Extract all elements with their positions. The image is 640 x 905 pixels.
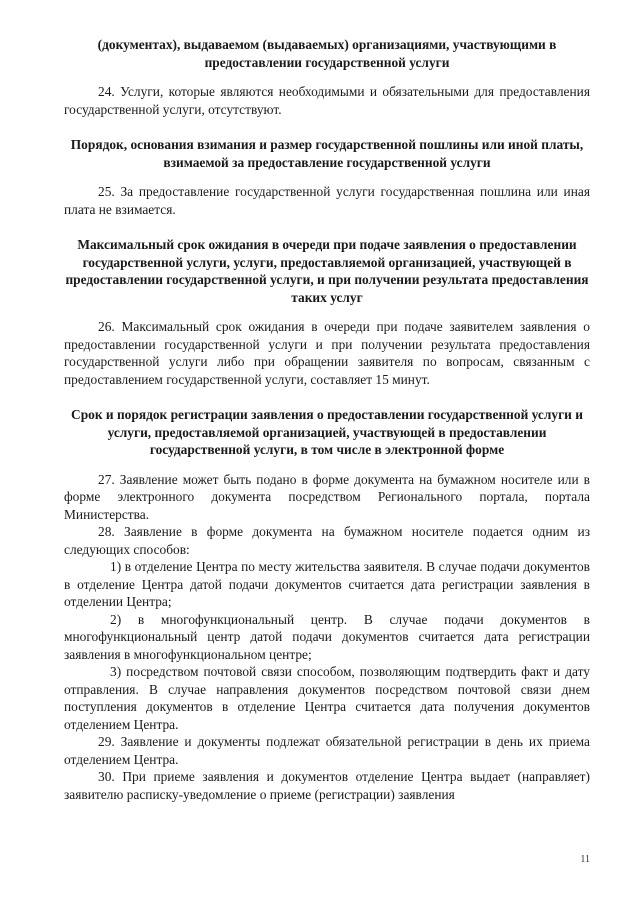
- paragraph-30: 30. При приеме заявления и документов отделение Центра выдает (направляет) заявителю расписку-уведомление о приеме (регистрации) заявления: [64, 769, 590, 802]
- section-heading-queue-time: Максимальный срок ожидания в очереди при подаче заявления о предоставлении государственной услуги, услуги, предоставляемой организацией, участвующей в предоставлении государственной услуги, и при получении результата предоставления таких услуг: [65, 237, 589, 305]
- section-heading-fee: Порядок, основания взимания и размер государственной пошлины или иной платы, взимаемой за предоставление государственной услуги: [70, 137, 584, 170]
- paragraph-27: 27. Заявление может быть подано в форме документа на бумажном носителе или в форме электронного документа посредством Регионального портала, портала Министерства.: [64, 471, 590, 522]
- paragraph-29: 29. Заявление и документы подлежат обязательной регистрации в день их приема отделением Центра.: [64, 734, 590, 767]
- paragraph-26: 26. Максимальный срок ожидания в очереди при подаче заявителем заявления о предоставлении государственной услуги и при получении результата предоставления государственной услуги либо при обращении заявителя по вопросам, связанным с предоставлением государственной услуги, составляет 15 минут.: [64, 319, 590, 387]
- section-heading-documents: (документах), выдаваемом (выдаваемых) организациями, участвующими в предоставлении государственной услуги: [97, 37, 557, 70]
- paragraph-24: 24. Услуги, которые являются необходимыми и обязательными для предоставления государственной услуги, отсутствуют.: [64, 84, 590, 117]
- list-item-3: 3) посредством почтовой связи способом, позволяющим подтвердить факт и дату отправления. В случае направления документов посредством почтовой связи днем поступления документов в отделение Центра считается дата получения документов отделением Центра.: [64, 664, 590, 732]
- list-item-2: 2) в многофункциональный центр. В случае подачи документов в многофункциональный центр датой подачи документов считается дата регистрации заявления в многофункциональном центре;: [64, 611, 590, 662]
- paragraph-25: 25. За предоставление государственной услуги государственная пошлина или иная плата не взимается.: [64, 184, 590, 217]
- paragraph-28: 28. Заявление в форме документа на бумажном носителе подается одним из следующих способов:: [64, 524, 590, 557]
- section-heading-registration: Срок и порядок регистрации заявления о предоставлении государственной услуги и услуги, предоставляемой организацией, участвующей в предоставлении государственной услуги, в том числе в электронной форме: [71, 407, 583, 457]
- page-number: 11: [580, 854, 590, 865]
- list-item-1: 1) в отделение Центра по месту жительства заявителя. В случае подачи документов в отделение Центра датой подачи документов считается дата регистрации заявления в отделении Центра;: [64, 559, 590, 609]
